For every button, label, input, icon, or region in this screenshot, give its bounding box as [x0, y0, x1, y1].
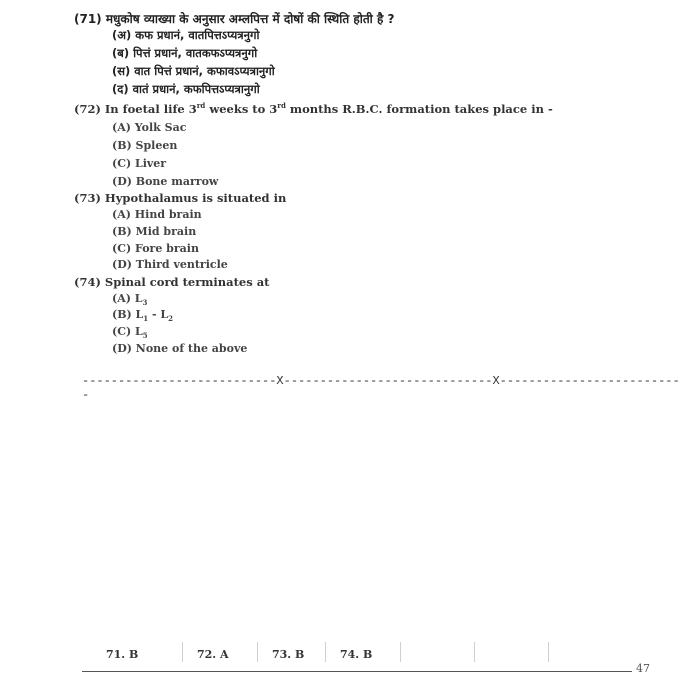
answer-key-row [92, 642, 626, 662]
question-73-option-c: (C) Fore brain [112, 242, 199, 255]
answer-71: 71. B [106, 648, 139, 661]
answer-72: 72. A [182, 642, 257, 662]
question-72-option-d: (D) Bone marrow [112, 175, 219, 188]
question-73-stem: (73) Hypothalamus is situated in [74, 191, 287, 205]
answer-cell-empty [474, 642, 548, 662]
question-72-option-c: (C) Liver [112, 157, 167, 170]
question-73-option-a: (A) Hind brain [112, 208, 202, 221]
question-71-stem: (71) मधुकोष व्याख्या के अनुसार अम्लपित्त में दोषों की स्थिति होती है ? [74, 12, 395, 26]
question-72-option-b: (B) Spleen [112, 139, 178, 152]
question-74-stem: (74) Spinal cord terminates at [74, 275, 270, 289]
answer-74: 74. B [325, 642, 400, 662]
answer-73: 73. B [257, 642, 325, 662]
answer-cell-empty [400, 642, 474, 662]
question-71-option-a: (अ) कफ प्रधानं, वातपित्तऽप्यत्रनुगो [112, 28, 260, 42]
question-74-option-b: (B) $L_1 - L_2$ [112, 308, 173, 324]
page-number: 47 [636, 662, 650, 675]
section-separator: ---------------------------X-----------------------------X-------------------------- [82, 374, 680, 402]
footer-rule [82, 671, 632, 672]
question-71-option-b: (ब) पित्तं प्रधानं, वातकफऽप्यत्रनुगो [112, 46, 258, 60]
question-74-option-a: (A) $L_3$ [112, 292, 148, 308]
question-72-option-a: (A) Yolk Sac [112, 121, 187, 134]
answer-cell-empty [548, 642, 624, 662]
question-71-option-c: (स) वात पित्तं प्रधानं, कफावऽप्यत्रानुगो [112, 64, 275, 78]
question-73-option-b: (B) Mid brain [112, 225, 197, 238]
question-73-option-d: (D) Third ventricle [112, 258, 228, 271]
question-74-option-d: (D) None of the above [112, 342, 248, 355]
question-72-stem: (72) In foetal life 3rd weeks to 3rd months R.B.C. formation takes place in - [74, 101, 553, 116]
question-74-option-c: (C) $L_5$ [112, 325, 148, 341]
question-71-option-d: (द) वातं प्रधानं, कफपित्तऽप्यत्रानुगो [112, 82, 260, 96]
